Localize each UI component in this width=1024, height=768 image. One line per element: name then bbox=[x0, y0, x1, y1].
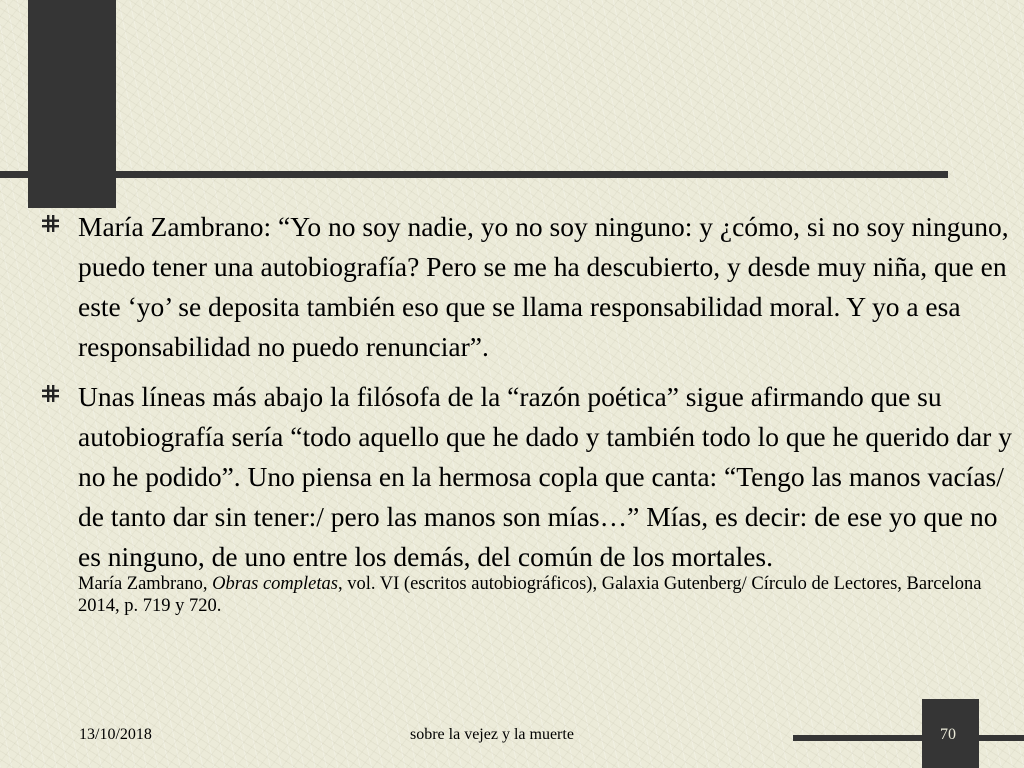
citation-work-title: Obras completas bbox=[212, 574, 338, 594]
bullet-item bbox=[40, 377, 1012, 617]
bullet-text: Unas líneas más abajo la filósofa de la “razón poética” sigue afirmando que su autobiografía sería “todo aquello que he dado y también todo lo que he querido dar y no he podido”. Uno piensa en la hermosa copla que canta: “Tengo las manos vacías/ de tanto dar sin tener:/ pero las manos son mías…” Mías, es decir: de ese yo que no es ninguno, de uno entre los demás, del común de los mortales. bbox=[78, 381, 1012, 572]
citation-author: María Zambrano, bbox=[78, 574, 213, 594]
slide-content bbox=[40, 207, 1012, 617]
footer-decorative-line bbox=[793, 735, 1024, 741]
decorative-horizontal-line bbox=[0, 171, 948, 178]
bullet-text: María Zambrano: “Yo no soy nadie, yo no soy ninguno: y ¿cómo, si no soy ninguno, puedo tener una autobiografía? Pero se me ha descubierto, y desde muy niña, que en este ‘yo’ se deposita también eso que se llama responsabilidad moral. Y yo a esa responsabilidad no puedo renunciar”. bbox=[78, 211, 1009, 362]
footer-title: sobre la vejez y la muerte bbox=[410, 726, 574, 743]
footer-date: 13/10/2018 bbox=[79, 726, 152, 743]
page-number: 70 bbox=[940, 726, 956, 743]
hash-bullet-icon bbox=[42, 215, 59, 232]
citation bbox=[78, 573, 1012, 617]
hash-bullet-icon bbox=[42, 385, 59, 402]
bullet-item bbox=[40, 207, 1012, 367]
citation-details: , vol. VI (escritos autobiográficos), Galaxia Gutenberg/ Círculo de Lectores, Barcelona 2014, p. 719 y 720. bbox=[78, 574, 982, 616]
